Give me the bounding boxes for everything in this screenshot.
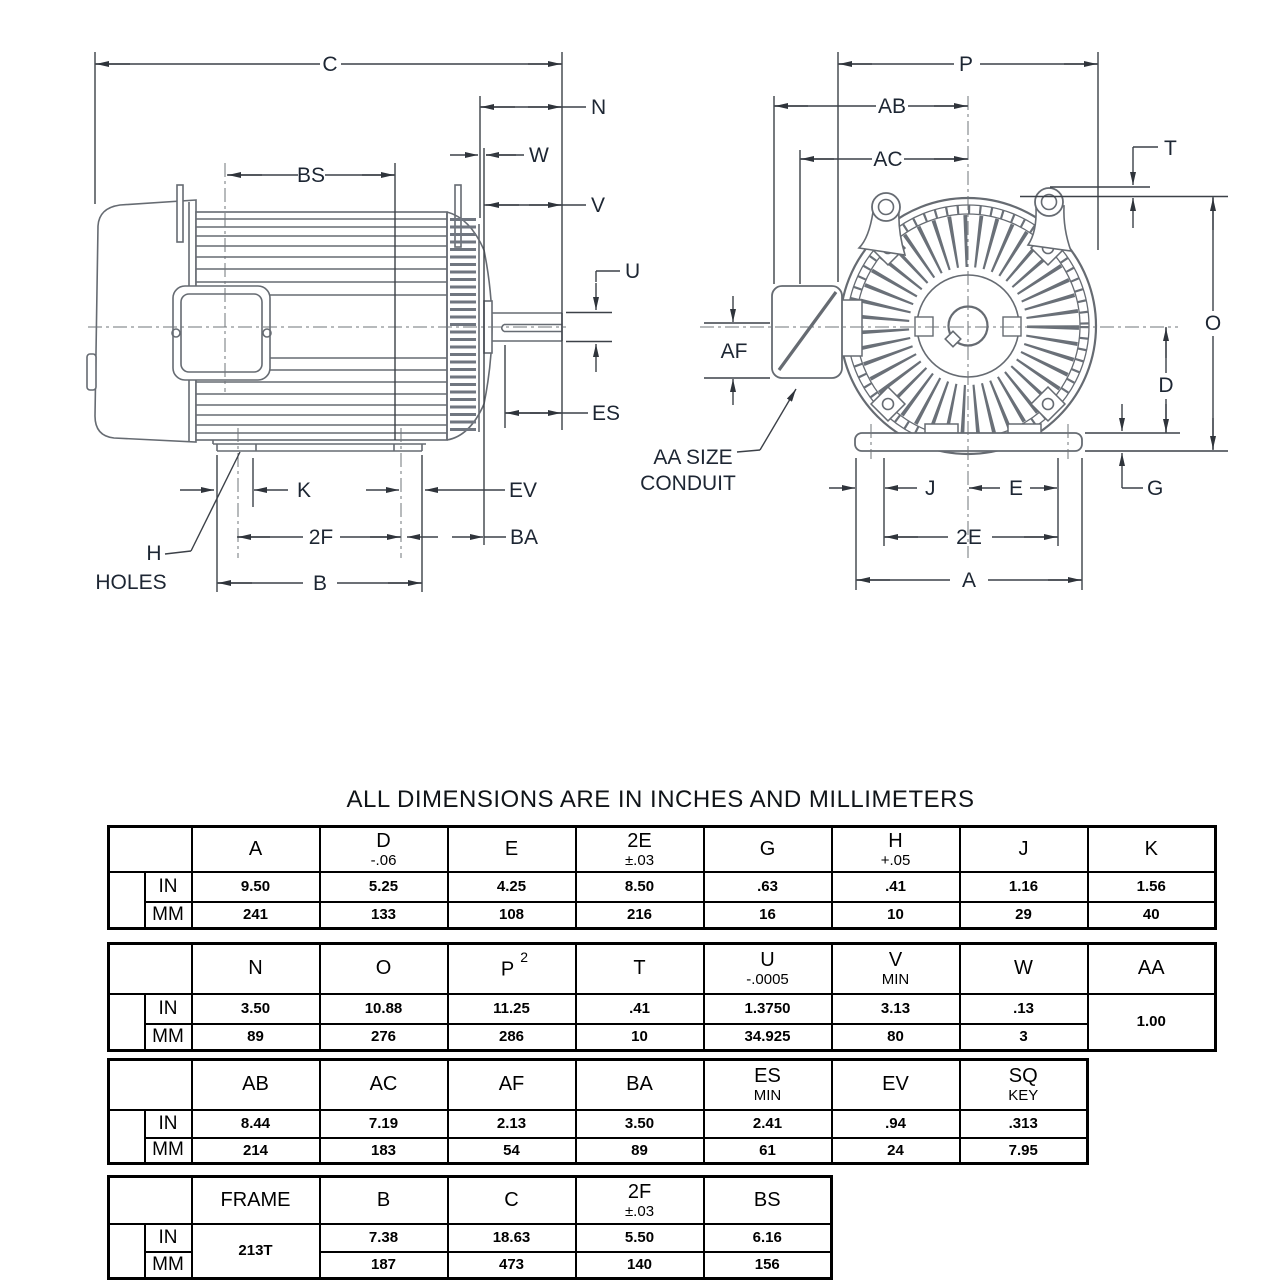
unit-label-in: IN <box>145 1224 192 1252</box>
table-cell: 34.925 <box>704 1024 832 1051</box>
dim-label-af: AF <box>720 340 748 363</box>
column-header: N <box>192 944 320 994</box>
dim-label-o: O <box>1204 312 1222 335</box>
unit-label-mm: MM <box>145 1252 192 1279</box>
column-header: D -.06 <box>320 827 448 872</box>
column-header: AA <box>1088 944 1216 994</box>
frame-size-cell: 213T <box>192 1224 320 1279</box>
table-cell: .41 <box>832 872 960 902</box>
table-cell: 61 <box>704 1138 832 1164</box>
table-cell: 18.63 <box>448 1224 576 1252</box>
unit-label-mm: MM <box>145 902 192 929</box>
table-cell: 10 <box>576 1024 704 1051</box>
table-cell: 7.19 <box>320 1110 448 1138</box>
dim-label-h: H <box>146 542 162 565</box>
dim-label-p: P <box>958 53 974 76</box>
table-cell: 2.13 <box>448 1110 576 1138</box>
dim-label-ab: AB <box>877 95 907 118</box>
unit-label-in: IN <box>145 872 192 902</box>
table-cell: 4.25 <box>448 872 576 902</box>
dim-label-holes: HOLES <box>95 571 167 594</box>
dim-label-a: A <box>961 569 977 592</box>
table-cell: 11.25 <box>448 994 576 1024</box>
dim-label-ev: EV <box>509 479 538 502</box>
column-header: EV <box>832 1060 960 1110</box>
column-header: C <box>448 1177 576 1224</box>
dim-label-b: B <box>312 572 328 595</box>
column-header: H +.05 <box>832 827 960 872</box>
column-header: A <box>192 827 320 872</box>
spacer-cell <box>109 1110 145 1164</box>
corner-cell <box>109 944 192 994</box>
table-cell: 133 <box>320 902 448 929</box>
conduit-box-end <box>772 286 862 378</box>
dimensions-table-4 <box>107 1175 833 1280</box>
mounting-feet-side <box>213 440 426 451</box>
side-view-drawing <box>87 163 566 558</box>
dim-label-es: ES <box>592 402 621 425</box>
corner-cell <box>109 1060 192 1110</box>
table-cell: 8.44 <box>192 1110 320 1138</box>
dim-label-2e: 2E <box>956 526 982 549</box>
table-cell: 54 <box>448 1138 576 1164</box>
table-cell: 24 <box>832 1138 960 1164</box>
dim-label-conduit: CONDUIT <box>640 472 736 495</box>
table-cell: 473 <box>448 1252 576 1279</box>
table-cell: 9.50 <box>192 872 320 902</box>
table-cell: 89 <box>576 1138 704 1164</box>
dim-label-d: D <box>1158 374 1174 397</box>
corner-cell <box>109 1177 192 1224</box>
table-cell: 286 <box>448 1024 576 1051</box>
dim-label-aa-size: AA SIZE <box>653 446 733 469</box>
footnote-marker: 2 <box>520 949 529 966</box>
column-header: SQ KEY <box>960 1060 1088 1110</box>
conduit-box-side <box>172 286 271 380</box>
dimensions-table-2 <box>107 942 1217 1052</box>
table-cell: .313 <box>960 1110 1088 1138</box>
table-cell: 214 <box>192 1138 320 1164</box>
unit-label-mm: MM <box>145 1138 192 1164</box>
table-cell: 6.16 <box>704 1224 832 1252</box>
table-cell: .63 <box>704 872 832 902</box>
table-cell: 3.50 <box>192 994 320 1024</box>
table-cell: 108 <box>448 902 576 929</box>
column-header: E <box>448 827 576 872</box>
column-header: 2E ±.03 <box>576 827 704 872</box>
table-cell: 8.50 <box>576 872 704 902</box>
table-cell: 183 <box>320 1138 448 1164</box>
dimensions-table-1 <box>107 825 1217 930</box>
dim-label-ac: AC <box>873 148 903 171</box>
table-cell: 7.38 <box>320 1224 448 1252</box>
table-cell: 3.13 <box>832 994 960 1024</box>
table-cell: 140 <box>576 1252 704 1279</box>
table-cell-merged: 1.00 <box>1088 994 1216 1051</box>
table-cell: .41 <box>576 994 704 1024</box>
column-header: B <box>320 1177 448 1224</box>
spacer-cell <box>109 1224 145 1279</box>
dim-label-t: T <box>1164 137 1177 160</box>
dim-label-u: U <box>625 260 641 283</box>
table-cell: 241 <box>192 902 320 929</box>
table-cell: 5.25 <box>320 872 448 902</box>
column-header: $P^2$ <box>448 944 576 994</box>
dim-label-w: W <box>529 144 549 167</box>
table-cell: 156 <box>704 1252 832 1279</box>
dim-label-e: E <box>1008 477 1024 500</box>
table-cell: 40 <box>1088 902 1216 929</box>
table-cell: 10.88 <box>320 994 448 1024</box>
table-cell: 216 <box>576 902 704 929</box>
column-header: T <box>576 944 704 994</box>
page-title: ALL DIMENSIONS ARE IN INCHES AND MILLIMETERS <box>346 786 975 813</box>
column-header: U -.0005 <box>704 944 832 994</box>
dim-label-g: G <box>1147 477 1164 500</box>
table-cell: 3.50 <box>576 1110 704 1138</box>
table-cell: 1.16 <box>960 872 1088 902</box>
table-cell: 1.3750 <box>704 994 832 1024</box>
dim-label-k: K <box>297 479 312 502</box>
table-cell: 7.95 <box>960 1138 1088 1164</box>
dim-label-2f: 2F <box>308 526 334 549</box>
dim-label-bs: BS <box>296 164 326 187</box>
dim-label-ba: BA <box>510 526 539 549</box>
column-header: ES MIN <box>704 1060 832 1110</box>
dim-label-n: N <box>591 96 607 119</box>
dim-label-j: J <box>925 477 936 500</box>
column-header: V MIN <box>832 944 960 994</box>
column-header: AB <box>192 1060 320 1110</box>
end-view-drawing <box>700 96 1178 558</box>
column-header: AF <box>448 1060 576 1110</box>
table-cell: 3 <box>960 1024 1088 1051</box>
column-header: G <box>704 827 832 872</box>
dimensions-table-3 <box>107 1058 1089 1165</box>
spacer-cell <box>109 872 145 929</box>
column-header: BS <box>704 1177 832 1224</box>
table-cell: .13 <box>960 994 1088 1024</box>
unit-label-in: IN <box>145 994 192 1024</box>
column-header: J <box>960 827 1088 872</box>
unit-label-mm: MM <box>145 1024 192 1051</box>
table-cell: .94 <box>832 1110 960 1138</box>
dim-label-c: C <box>322 53 338 76</box>
table-cell: 5.50 <box>576 1224 704 1252</box>
table-cell: 1.56 <box>1088 872 1216 902</box>
table-cell: 2.41 <box>704 1110 832 1138</box>
table-cell: 10 <box>832 902 960 929</box>
table-cell: 29 <box>960 902 1088 929</box>
spacer-cell <box>109 994 145 1051</box>
table-cell: 80 <box>832 1024 960 1051</box>
corner-cell <box>109 827 192 872</box>
column-header: AC <box>320 1060 448 1110</box>
unit-label-in: IN <box>145 1110 192 1138</box>
table-cell: 187 <box>320 1252 448 1279</box>
table-cell: 276 <box>320 1024 448 1051</box>
column-header: O <box>320 944 448 994</box>
column-header: 2F ±.03 <box>576 1177 704 1224</box>
dim-label-v: V <box>591 194 606 217</box>
column-header: K <box>1088 827 1216 872</box>
table-cell: 16 <box>704 902 832 929</box>
table-cell: 89 <box>192 1024 320 1051</box>
column-header: W <box>960 944 1088 994</box>
column-header: BA <box>576 1060 704 1110</box>
column-header: FRAME <box>192 1177 320 1224</box>
